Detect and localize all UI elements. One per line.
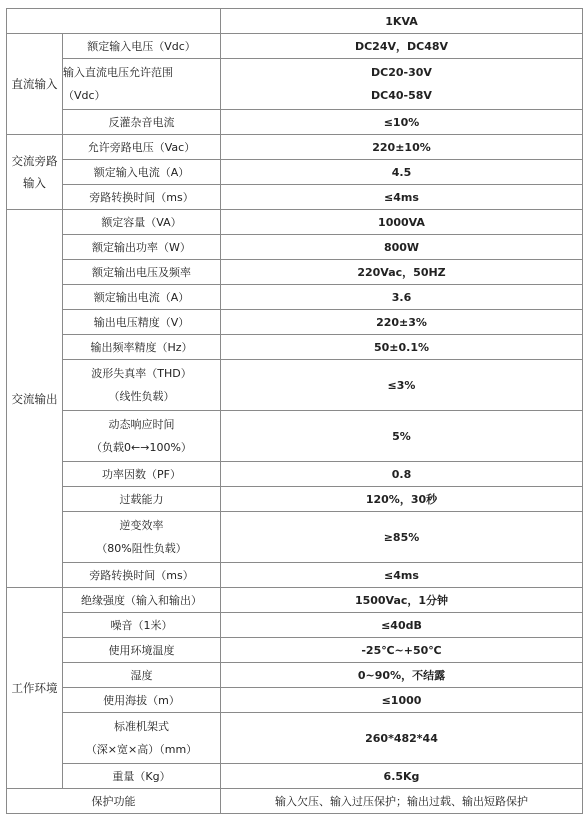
spec-table-body xyxy=(7,9,583,814)
row-label: 过载能力 xyxy=(63,487,221,512)
spec-row xyxy=(7,638,583,663)
row-label: 输出电压精度（V） xyxy=(63,310,221,335)
row-value: 1500Vac，1分钟 xyxy=(221,588,583,613)
spec-row xyxy=(7,512,583,563)
spec-row xyxy=(7,563,583,588)
spec-row xyxy=(7,588,583,613)
header-empty-cell xyxy=(7,9,221,34)
row-label: 动态响应时间 （负载0←→100%） xyxy=(63,411,221,462)
group-label: 直流输入 xyxy=(7,34,63,135)
row-value: 800W xyxy=(221,235,583,260)
row-label: 额定输入电压（Vdc） xyxy=(63,34,221,59)
row-value: ≤4ms xyxy=(221,185,583,210)
spec-row xyxy=(7,135,583,160)
row-value: 50±0.1% xyxy=(221,335,583,360)
row-label: 反灌杂音电流 xyxy=(63,110,221,135)
spec-row xyxy=(7,663,583,688)
spec-row xyxy=(7,235,583,260)
row-value: ≥85% xyxy=(221,512,583,563)
row-value: ≤4ms xyxy=(221,563,583,588)
row-value: 3.6 xyxy=(221,285,583,310)
row-label: 输出频率精度（Hz） xyxy=(63,335,221,360)
spec-row xyxy=(7,411,583,462)
row-label: 使用海拔（m） xyxy=(63,688,221,713)
row-value: 0~90%，不结露 xyxy=(221,663,583,688)
row-value: ≤10% xyxy=(221,110,583,135)
row-label: 波形失真率（THD） （线性负载） xyxy=(63,360,221,411)
protection-row xyxy=(7,789,583,814)
row-label: 使用环境温度 xyxy=(63,638,221,663)
spec-row xyxy=(7,210,583,235)
row-label: 噪音（1米） xyxy=(63,613,221,638)
spec-row xyxy=(7,613,583,638)
spec-row xyxy=(7,59,583,110)
row-value: 260*482*44 xyxy=(221,713,583,764)
spec-row xyxy=(7,462,583,487)
row-label: 额定容量（VA） xyxy=(63,210,221,235)
group-label: 交流输出 xyxy=(7,210,63,588)
row-value: 6.5Kg xyxy=(221,764,583,789)
group-label: 交流旁路 输入 xyxy=(7,135,63,210)
row-value: 220±3% xyxy=(221,310,583,335)
row-value: ≤3% xyxy=(221,360,583,411)
row-value: ≤1000 xyxy=(221,688,583,713)
row-label: 旁路转换时间（ms） xyxy=(63,185,221,210)
row-label: 输入直流电压允许范围 （Vdc） xyxy=(63,59,221,110)
spec-row xyxy=(7,160,583,185)
row-value: 0.8 xyxy=(221,462,583,487)
row-value: ≤40dB xyxy=(221,613,583,638)
row-label: 重量（Kg） xyxy=(63,764,221,789)
row-label: 额定输出功率（W） xyxy=(63,235,221,260)
spec-row xyxy=(7,487,583,512)
row-value: -25℃~+50℃ xyxy=(221,638,583,663)
spec-row xyxy=(7,688,583,713)
protection-value: 输入欠压、输入过压保护；输出过载、输出短路保护 xyxy=(221,789,583,814)
row-label: 标准机架式 （深×宽×高）（mm） xyxy=(63,713,221,764)
row-label: 额定输出电流（A） xyxy=(63,285,221,310)
row-label: 绝缘强度（输入和输出） xyxy=(63,588,221,613)
spec-row xyxy=(7,260,583,285)
spec-row xyxy=(7,185,583,210)
row-value: DC24V，DC48V xyxy=(221,34,583,59)
spec-row xyxy=(7,34,583,59)
spec-row xyxy=(7,335,583,360)
row-value: 4.5 xyxy=(221,160,583,185)
spec-row xyxy=(7,310,583,335)
spec-row xyxy=(7,360,583,411)
spec-row xyxy=(7,764,583,789)
row-label: 逆变效率 （80%阻性负载） xyxy=(63,512,221,563)
row-label: 额定输入电流（A） xyxy=(63,160,221,185)
row-label: 允许旁路电压（Vac） xyxy=(63,135,221,160)
group-label: 工作环境 xyxy=(7,588,63,789)
row-label: 湿度 xyxy=(63,663,221,688)
protection-label: 保护功能 xyxy=(7,789,221,814)
row-label: 功率因数（PF） xyxy=(63,462,221,487)
row-value: DC20-30V DC40-58V xyxy=(221,59,583,110)
row-value: 120%，30秒 xyxy=(221,487,583,512)
spec-row xyxy=(7,110,583,135)
row-value: 220Vac，50HZ xyxy=(221,260,583,285)
row-value: 220±10% xyxy=(221,135,583,160)
model-header: 1KVA xyxy=(221,9,583,34)
spec-row xyxy=(7,713,583,764)
spec-table xyxy=(6,8,583,814)
row-label: 旁路转换时间（ms） xyxy=(63,563,221,588)
header-row xyxy=(7,9,583,34)
row-value: 5% xyxy=(221,411,583,462)
row-value: 1000VA xyxy=(221,210,583,235)
row-label: 额定输出电压及频率 xyxy=(63,260,221,285)
spec-row xyxy=(7,285,583,310)
